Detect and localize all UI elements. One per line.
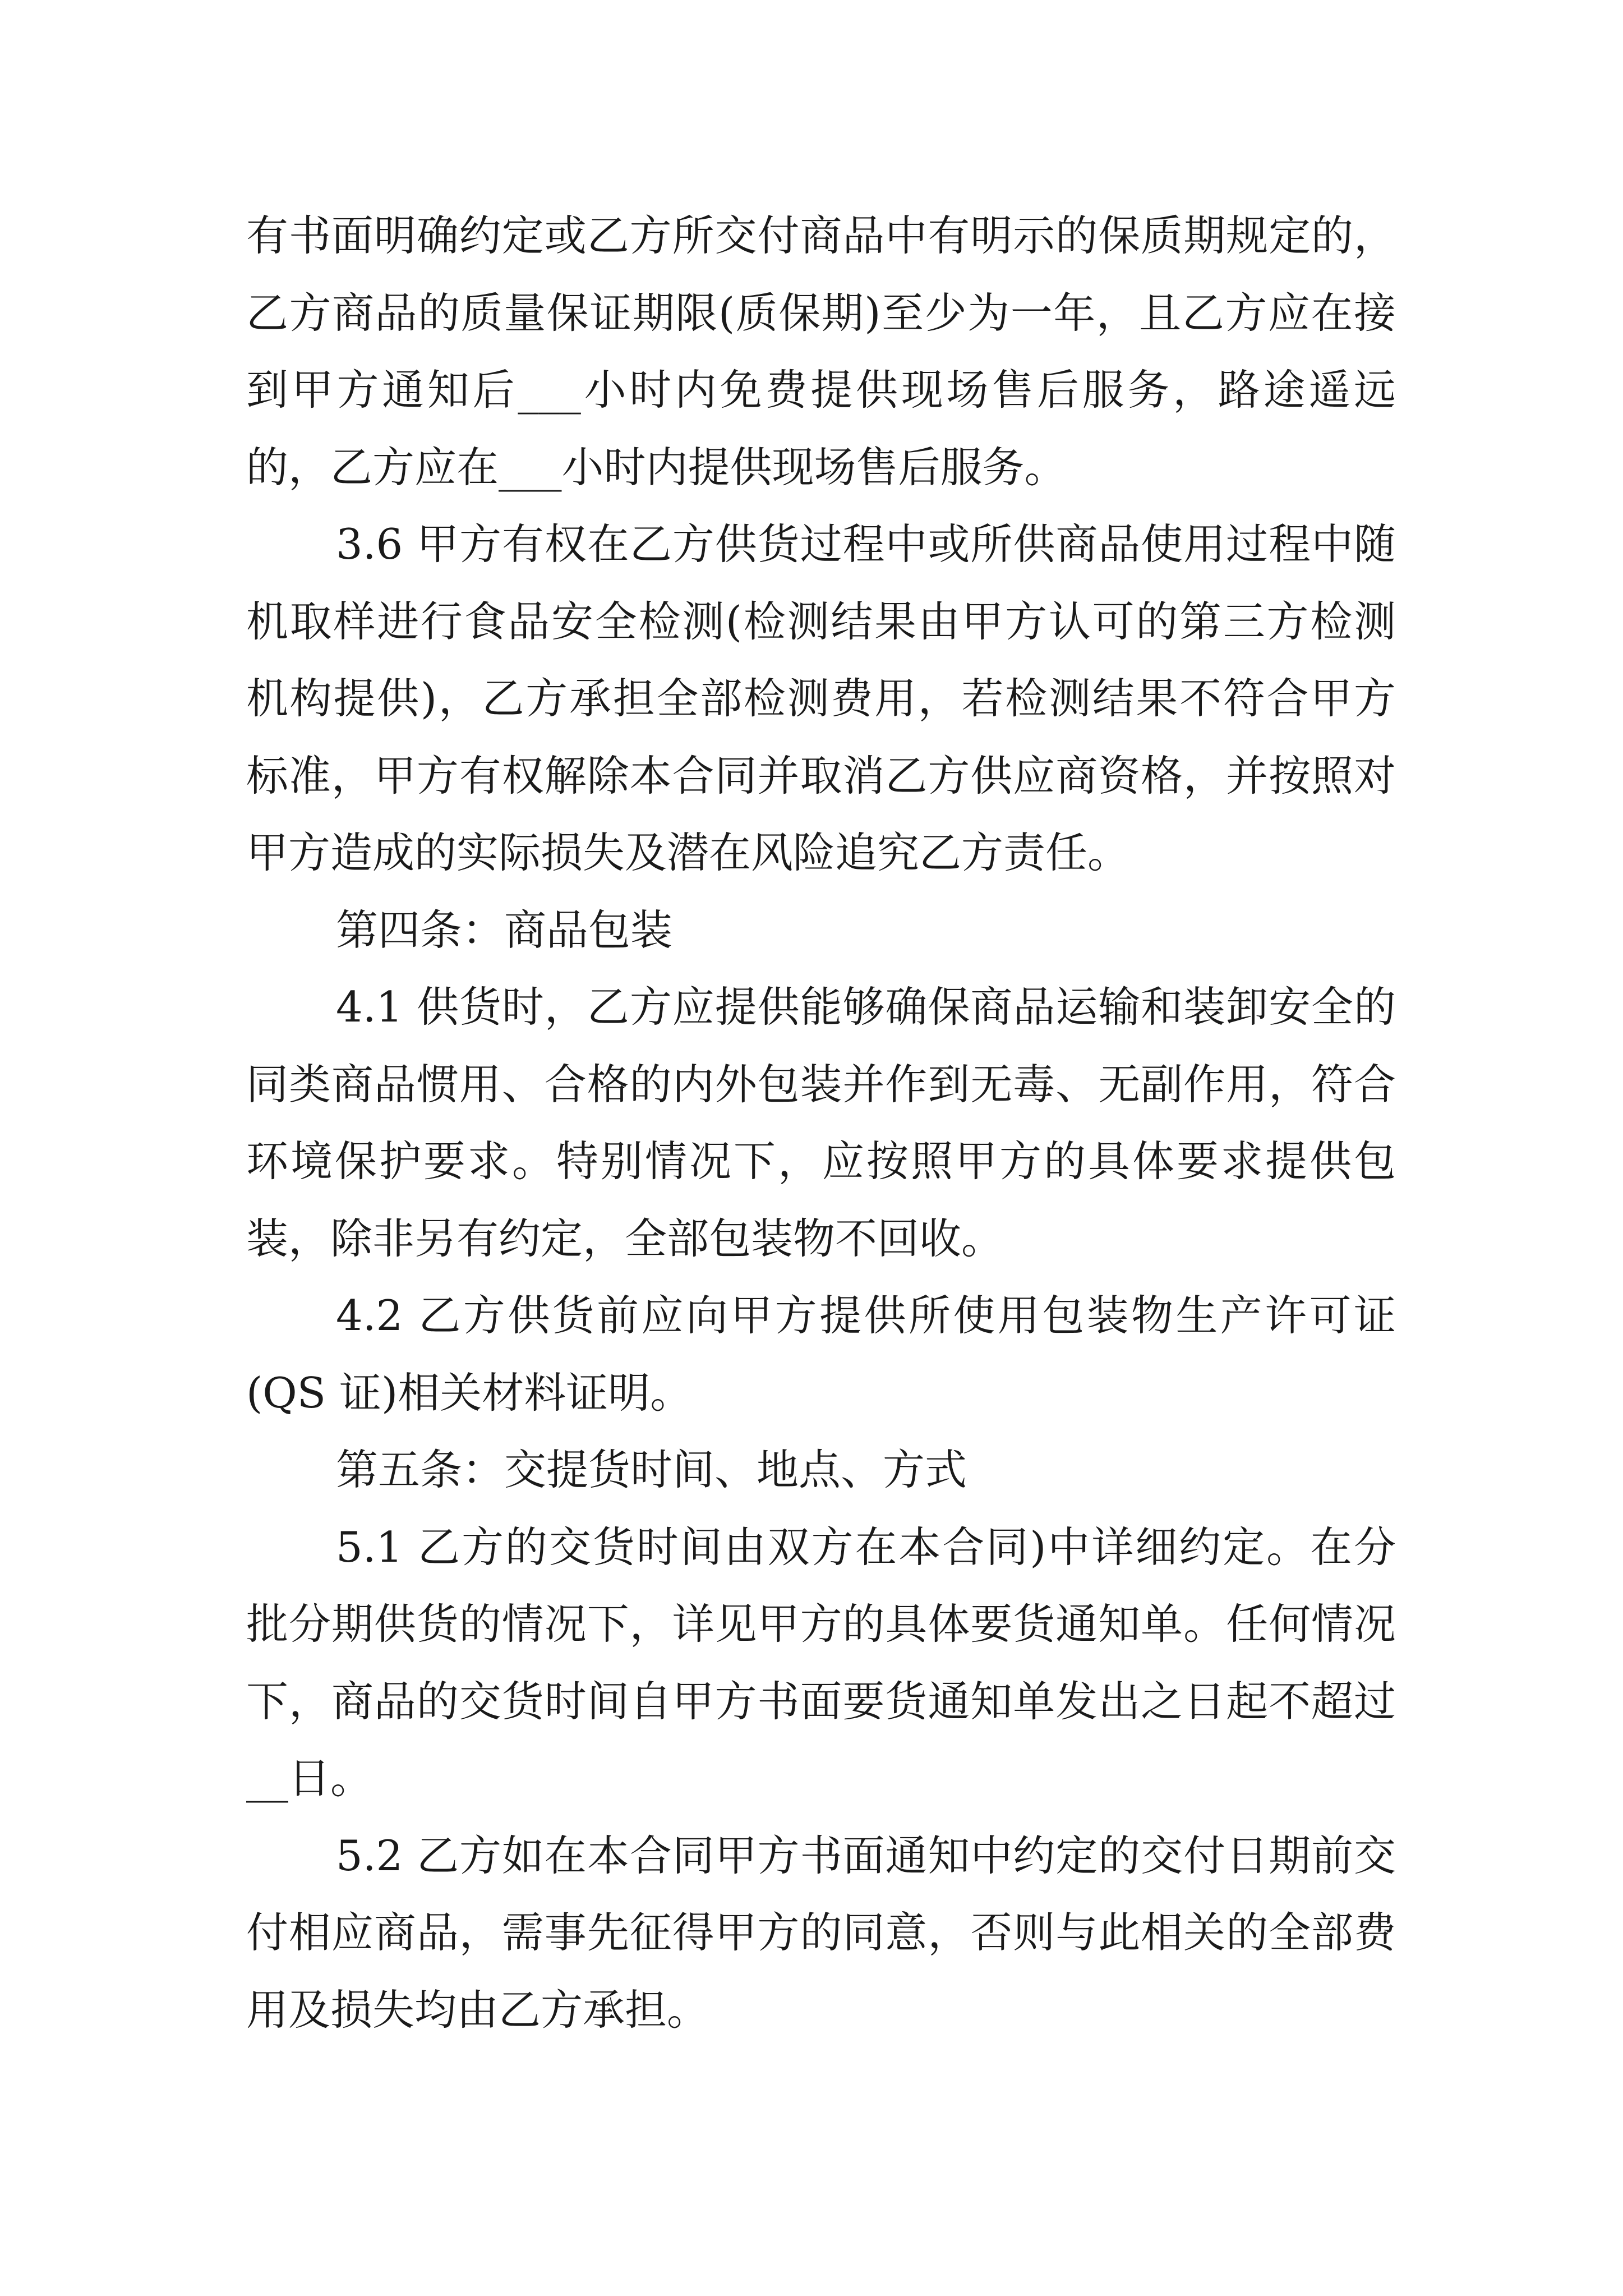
article-4-heading: 第四条：商品包装 [336, 905, 673, 955]
paragraph-quality-period-continued: 有书面明确约定或乙方所交付商品中有明示的保质期规定的，乙方商品的质量保证期限(质保期)至少为一年，且乙方应在接到甲方通知后___小时内免费提供现场售后服务，路途遥远的，乙方应在___小时内提供现场售后服务。 [246, 211, 1396, 492]
clause-5-2: 5.2 乙方如在本合同甲方书面通知中约定的交付日期前交付相应商品，需事先征得甲方的同意，否则与此相关的全部费用及损失均由乙方承担。 [246, 1830, 1396, 2035]
document-body [246, 197, 1396, 2049]
clause-3-6: 3.6 甲方有权在乙方供货过程中或所供商品使用过程中随机取样进行食品安全检测(检测结果由甲方认可的第三方检测机构提供)，乙方承担全部检测费用，若检测结果不符合甲方标准，甲方有权解除本合同并取消乙方供应商资格，并按照对甲方造成的实际损失及潜在风险追究乙方责任。 [246, 519, 1396, 877]
clause-4-1: 4.1 供货时，乙方应提供能够确保商品运输和装卸安全的同类商品惯用、合格的内外包装并作到无毒、无副作用，符合环境保护要求。特别情况下，应按照甲方的具体要求提供包装，除非另有约定，全部包装物不回收。 [246, 982, 1396, 1263]
article-5-heading: 第五条：交提货时间、地点、方式 [336, 1445, 967, 1494]
clause-5-1: 5.1 乙方的交货时间由双方在本合同)中详细约定。在分批分期供货的情况下，详见甲方的具体要货通知单。任何情况下，商品的交货时间自甲方书面要货通知单发出之日起不超过__日。 [246, 1522, 1396, 1803]
clause-4-2: 4.2 乙方供货前应向甲方提供所使用包装物生产许可证(QS 证)相关材料证明。 [246, 1291, 1396, 1418]
